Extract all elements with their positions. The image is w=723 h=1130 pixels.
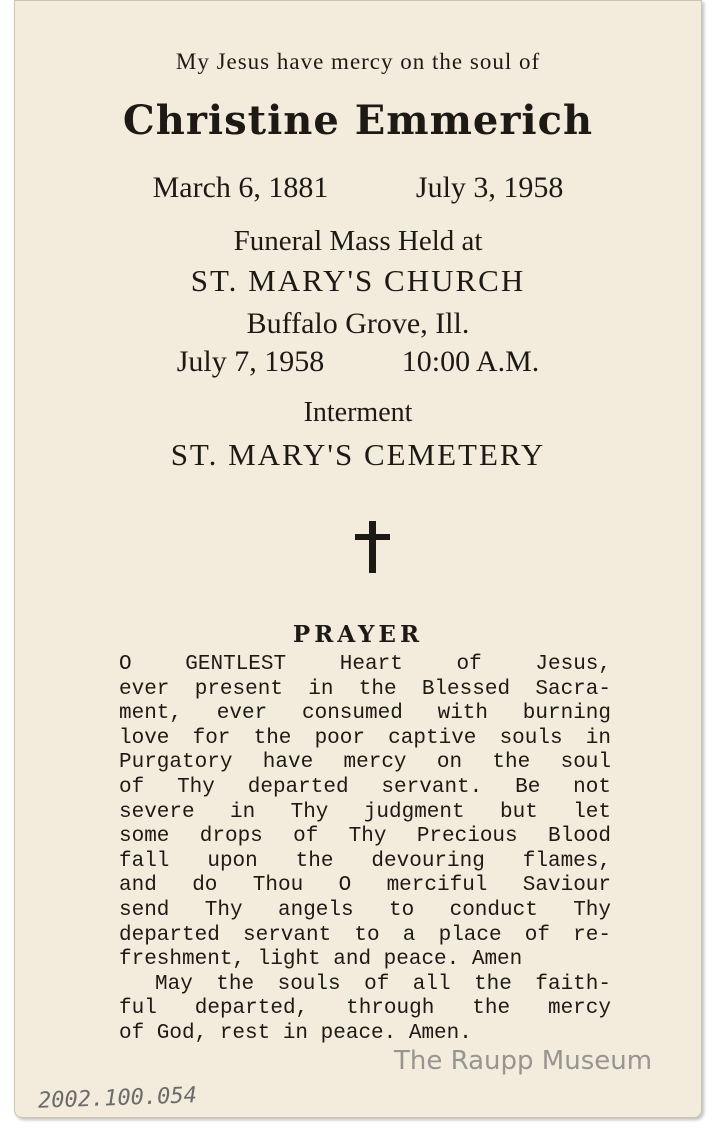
prayer-line: some drops of Thy Precious Blood (119, 825, 611, 849)
interment-label: Interment (303, 397, 413, 428)
mass-time: 10:00 A.M. (401, 345, 540, 378)
prayer-line: fall upon the devouring flames, (119, 849, 611, 873)
memorial-card (14, 0, 702, 1118)
life-dates (15, 171, 701, 205)
prayer-line: of God, rest in peace. Amen. (119, 1021, 472, 1045)
mass-label: Funeral Mass Held at (233, 225, 483, 257)
prayer-line: O GENTLEST Heart of Jesus, (119, 653, 611, 676)
prayer-line: freshment, light and peace. Amen (119, 948, 523, 972)
latin-cross-icon (353, 521, 393, 573)
mass-datetime (15, 345, 701, 379)
prayer-line: May the souls of all the faith- (155, 972, 611, 996)
cemetery-name: ST. MARY'S CEMETERY (170, 437, 546, 472)
prayer-line: of Thy departed servant. Be not (119, 775, 611, 799)
prayer-line: love for the poor captive souls in (119, 726, 611, 750)
prayer-line: send Thy angels to conduct Thy (119, 898, 611, 922)
prayer-line: Purgatory have mercy on the soul (119, 751, 611, 775)
death-date: July 3, 1958 (415, 171, 564, 204)
deceased-name: Christine Emmerich (122, 97, 594, 144)
birth-date: March 6, 1881 (152, 171, 329, 204)
museum-watermark: The Raupp Museum (394, 1046, 653, 1076)
intro-line: My Jesus have mercy on the soul of (175, 49, 541, 74)
town-name: Buffalo Grove, Ill. (246, 307, 470, 340)
mass-date: July 7, 1958 (176, 345, 325, 378)
prayer-heading: PRAYER (292, 621, 424, 648)
prayer-line: severe in Thy judgment but let (119, 800, 611, 824)
prayer-line: ful departed, through the mercy (119, 997, 611, 1021)
prayer-line: departed servant to a place of re- (119, 923, 611, 947)
prayer-line: ever present in the Blessed Sacra- (119, 677, 611, 701)
prayer-text (119, 653, 611, 1047)
church-name: ST. MARY'S CHURCH (190, 263, 526, 298)
prayer-line: ment, ever consumed with burning (119, 702, 611, 726)
prayer-line: and do Thou O merciful Saviour (119, 874, 611, 898)
accession-number: 2002.100.054 (37, 1083, 198, 1114)
